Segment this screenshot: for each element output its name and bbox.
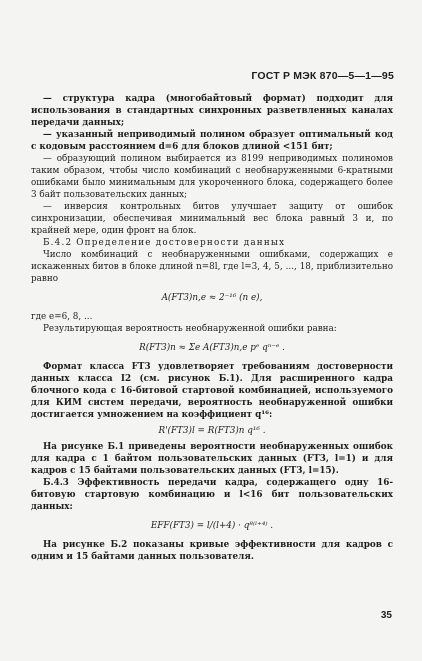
paragraph: — инверсия контрольных битов улучшает защиту от ошибок синхронизации, обеспечивая минимальный вес блока равный 3 и, по крайней мере, один фронт на блок. bbox=[31, 202, 393, 236]
paragraph: На рисунке Б.1 приведены вероятности необнаруженных ошибок для кадра с 1 байтом пользовательских данных (FT3, l=1) и для кадров с 15 байтами пользовательских данных (FT3, l=15). bbox=[31, 442, 393, 476]
formula: R'(FT3)l = R(FT3)n q¹⁶ . bbox=[158, 426, 266, 436]
paragraph: Число комбинаций с необнаруженными ошибками, содержащих e искаженных битов в блоке длиной n=8l, где l=3, 4, 5, ..., 18, приблизительно равно bbox=[31, 250, 393, 284]
formula: R(FT3)n ≈ Σe A(FT3)n,e pᵉ qⁿ⁻ᵉ . bbox=[139, 343, 285, 353]
paragraph: — указанный неприводимый полином образует оптимальный код с кодовым расстоянием d=6 для блоков длиной <151 бит; bbox=[31, 130, 393, 152]
section-heading: Б.4.2 Определение достоверности данных bbox=[43, 238, 286, 248]
paragraph: Результирующая вероятность необнаруженной ошибки равна: bbox=[43, 324, 337, 334]
paragraph: — структура кадра (многобайтовый формат) подходит для использования в стандартных синхронных разветвленных каналах передачи данных; bbox=[31, 94, 393, 128]
paragraph: На рисунке Б.2 показаны кривые эффективности для кадров с одним и 15 байтами данных пользователя. bbox=[31, 540, 393, 562]
paragraph: где e=6, 8, ... bbox=[31, 312, 93, 322]
formula: A(FT3)n,e ≈ 2⁻¹⁶ (n e), bbox=[161, 293, 263, 303]
document-body bbox=[31, 93, 393, 563]
paragraph: Формат класса FT3 удовлетворяет требованиям достоверности данных класса I2 (см. рисунок Б.1). Для расширенного кадра блочного кода с 16-битовой стартовой комбинацией, используемого для КИМ систем передачи, вероятность необнаруженной ошибки достигается умножением на коэффициент q¹⁶: bbox=[31, 362, 393, 420]
paragraph: — образующий полином выбирается из 8199 неприводимых полиномов таким образом, чтобы число комбинаций с необнаруженными 6-кратными ошибками было минимальным для укороченного блока, содержащего более 3 байт пользовательских данных; bbox=[31, 154, 393, 200]
page-number: 35 bbox=[380, 610, 392, 621]
paragraph: Б.4.3 Эффективность передачи кадра, содержащего одну 16-битовую стартовую комбинацию и l<16 бит пользовательских данных: bbox=[31, 478, 393, 512]
page-header: ГОСТ Р МЭК 870—5—1—95 bbox=[251, 70, 394, 82]
formula: EFF(FT3) = l/(l+4) · q⁸⁽ˡ⁺⁴⁾ . bbox=[150, 521, 274, 531]
